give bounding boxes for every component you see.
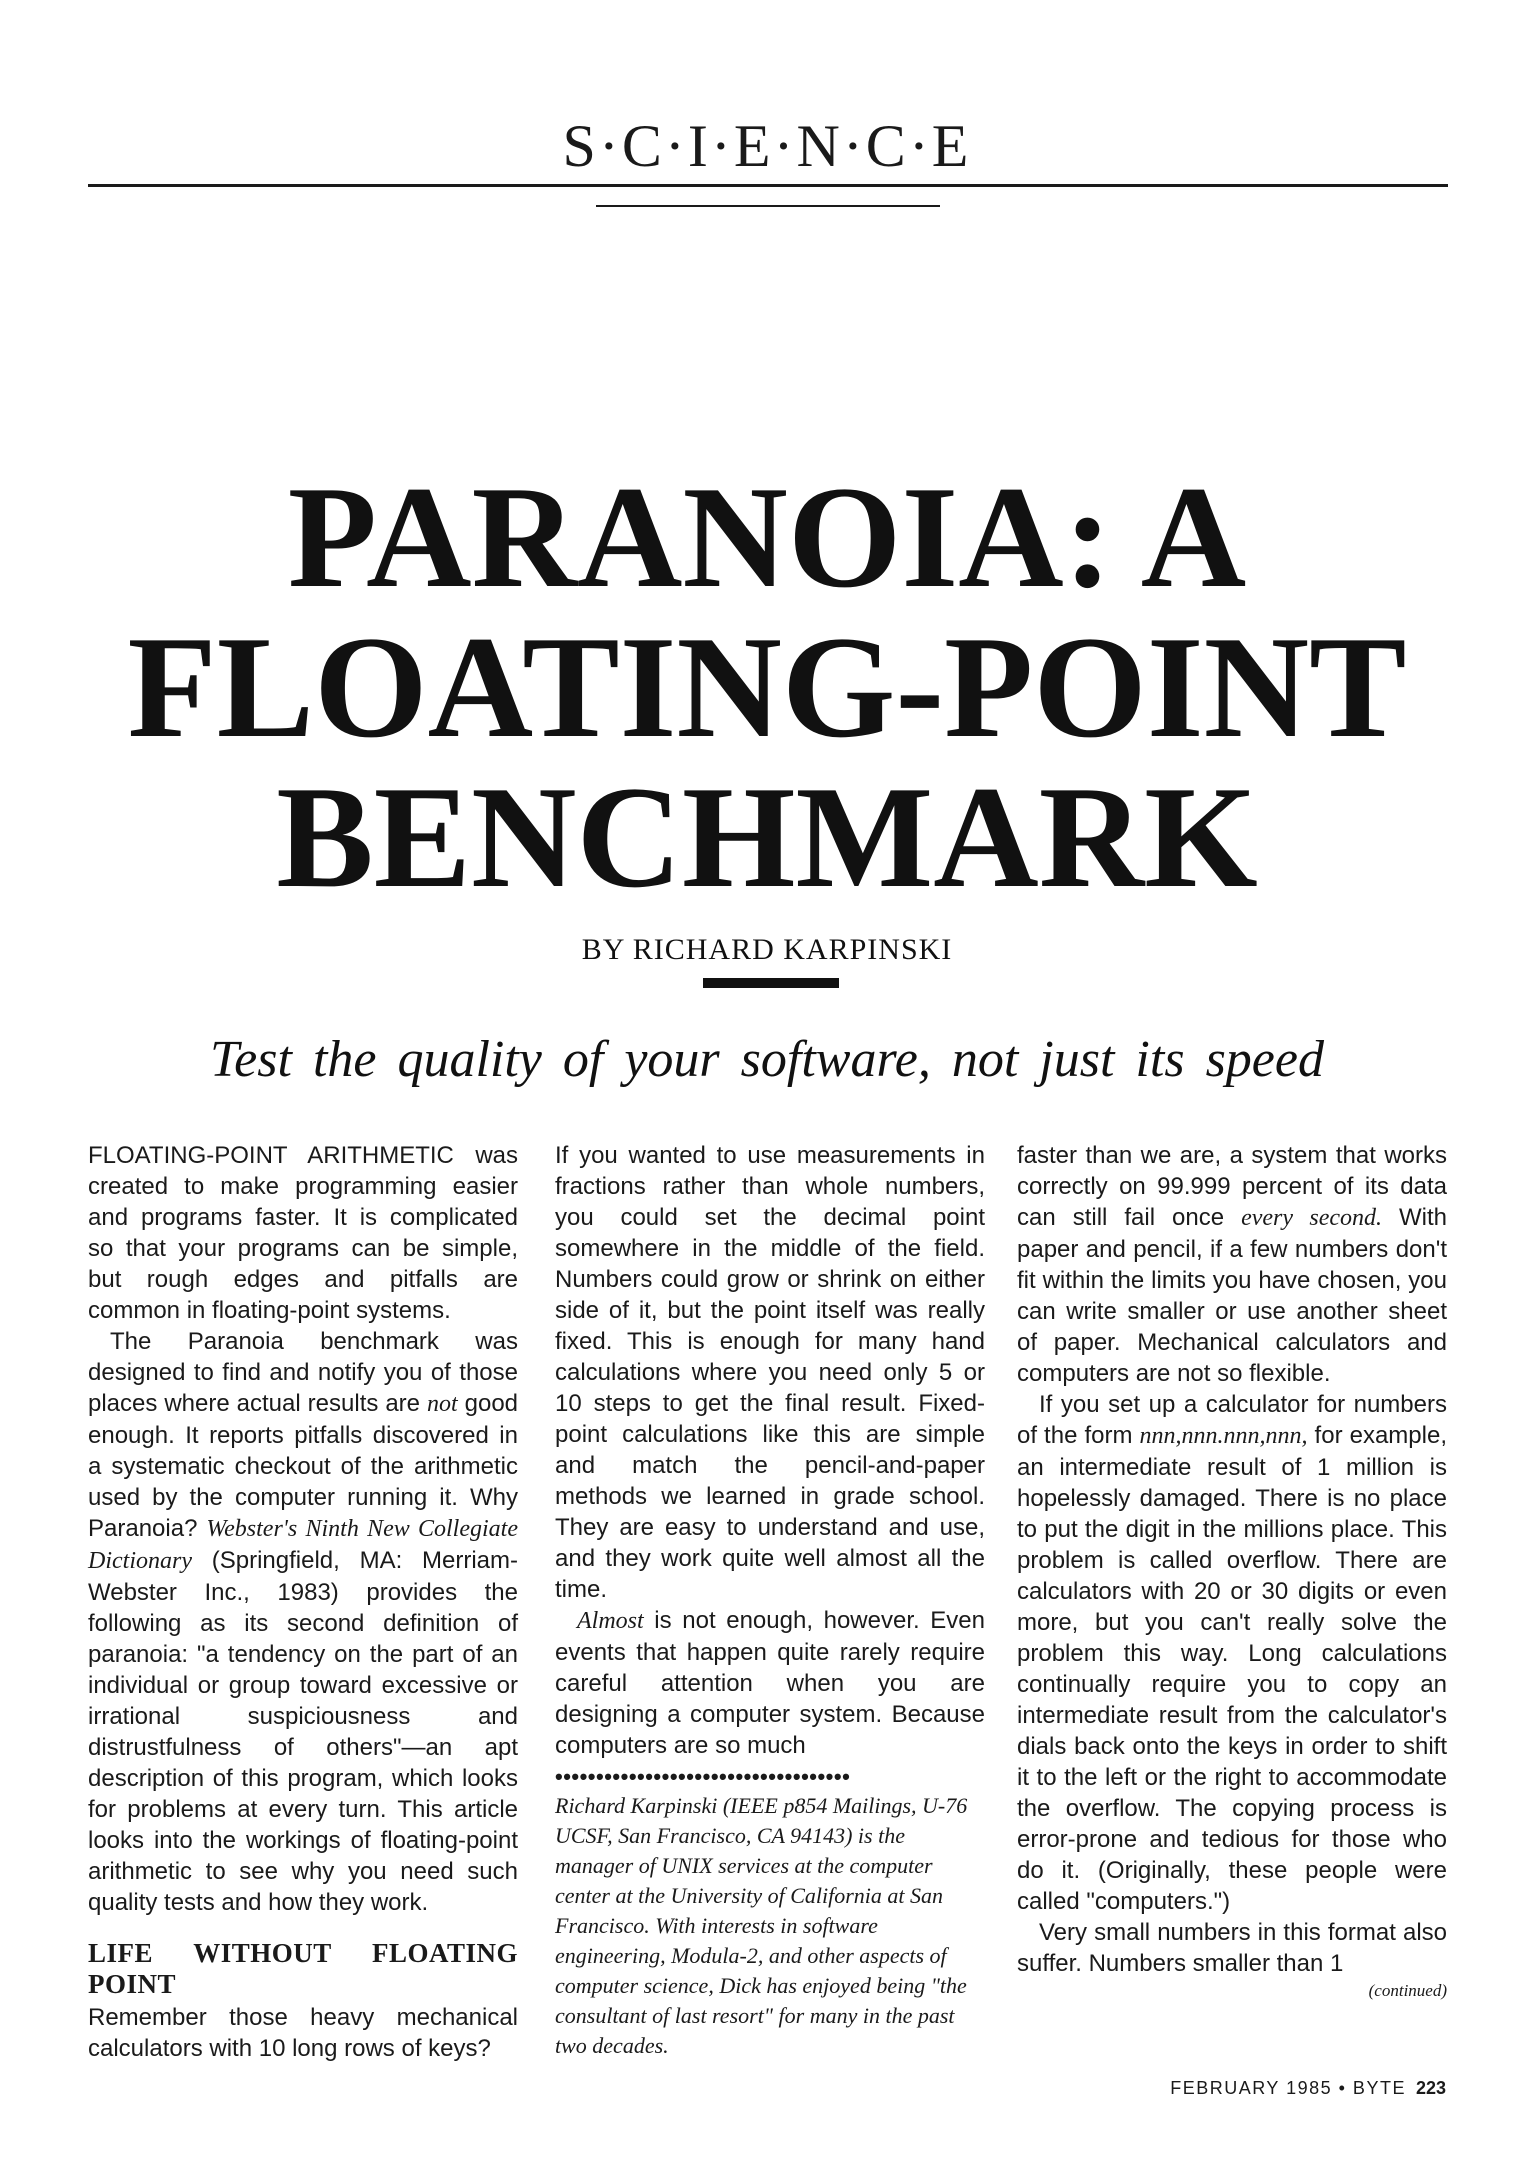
text-run: faster than we are, a system that works correctly on 99.999 percent of its data can still fail once bbox=[1017, 1142, 1447, 1231]
title-line-1: PARANOIA: A bbox=[287, 456, 1247, 618]
paragraph: Very small numbers in this format also suffer. Numbers smaller than 1 bbox=[1017, 1919, 1447, 1977]
paragraph bbox=[1017, 1140, 1447, 1389]
paragraph: Remember those heavy mechanical calculators with 10 long rows of keys? bbox=[88, 2004, 518, 2062]
text-run: for example, an intermediate result of 1 million is hopelessly damaged. There is no place to put the digit in the millions place. This problem is called overflow. There are calculators with 20 or 30 digits or even more, but you can't really solve the problem this way. Long calculations continually require you to copy an intermediate result from the calculator's dials back onto the keys in order to shift it to the left or the right to accommodate the overflow. The copying process is error-prone and tedious for those who do it. (Originally, these people were called "computers.") bbox=[1017, 1422, 1447, 1915]
paragraph: If you wanted to use measurements in fractions rather than whole numbers, you could set the decimal point somewhere in the middle of the field. Numbers could grow or shrink on either side of it, but the point itself was really fixed. This is enough for many hand calculations where you need only 5 or 10 steps to get the final result. Fixed-point calculations like this are simple and match the pencil-and-paper methods we learned in grade school. They are easy to understand and use, and they work quite well almost all the time. bbox=[555, 1142, 985, 1603]
title-line-3: BENCHMARK bbox=[276, 756, 1258, 918]
text-run: good enough. It reports pitfalls discovered in a systematic checkout of the arithmetic used by the computer running it. Why Paranoia? bbox=[88, 1390, 519, 1542]
emphasis-text: not bbox=[426, 1391, 458, 1417]
column-1 bbox=[88, 1140, 518, 2064]
article-title bbox=[0, 456, 1534, 918]
continued-label: (continued) bbox=[1368, 1981, 1447, 2000]
column-3 bbox=[1017, 1140, 1447, 2003]
paragraph bbox=[1017, 1389, 1447, 1917]
section-heading: S·C·I·E·N·C·E bbox=[562, 113, 972, 179]
issue-label: FEBRUARY 1985 • BYTE bbox=[1170, 2078, 1406, 2098]
page-number: 223 bbox=[1415, 2078, 1446, 2098]
top-rule bbox=[88, 184, 1448, 187]
page-footer bbox=[1170, 2078, 1446, 2099]
book-title: Webster's Ninth New Collegiate Dictionary bbox=[88, 1516, 518, 1574]
deck-subtitle: Test the quality of your software, not just its speed bbox=[210, 1031, 1324, 1088]
text-run: If you set up a calculator for numbers of the form bbox=[1017, 1391, 1447, 1449]
paragraph bbox=[88, 1326, 518, 1918]
emphasis-text: nnn,nnn.nnn,nnn, bbox=[1139, 1423, 1308, 1449]
emphasis-text: every second. bbox=[1241, 1205, 1382, 1231]
paragraph: FLOATING-POINT ARITHMETIC was created to make programming easier and programs faster. It is complicated so that your programs can be simple, but rough edges and pitfalls are common in floating-point systems. bbox=[88, 1142, 518, 1324]
text-run: With paper and pencil, if a few numbers don't fit within the limits you have chosen, you can write smaller or use another sheet of paper. Mechanical calculators and computers are not so flexible. bbox=[1017, 1204, 1447, 1387]
section-underline bbox=[596, 205, 940, 207]
column-2 bbox=[555, 1140, 985, 2061]
byline: BY RICHARD KARPINSKI bbox=[581, 933, 953, 966]
subheading: LIFE WITHOUT FLOATING POINT bbox=[88, 1938, 518, 1999]
byline-bar bbox=[703, 978, 839, 988]
author-bio: Richard Karpinski (IEEE p854 Mailings, U-76 UCSF, San Francisco, CA 94143) is the manager of UNIX services at the computer center at the University of California at San Francisco. With interests in software engineering, Modula-2, and other aspects of computer science, Dick has enjoyed being "the consultant of last resort" for many in the past two decades. bbox=[555, 1793, 968, 2058]
text-run: The Paranoia benchmark was designed to find and notify you of those places where actual results are bbox=[88, 1328, 518, 1417]
paragraph bbox=[555, 1605, 985, 1761]
dotted-divider: •••••••••••••••••••••••••••••••••••• bbox=[555, 1767, 851, 1787]
text-run: is not enough, however. Even events that happen quite rarely require careful attention when you are designing a computer system. Because computers are so much bbox=[555, 1607, 985, 1759]
text-run: (Springfield, MA: Merriam-Webster Inc., 1983) provides the following as its second definition of paranoia: "a tendency on the part of an individual or group toward excessive or irrational suspiciousness and distrustfulness of others"—an apt description of this program, which looks for problems at every turn. This article looks into the workings of floating-point arithmetic to see why you need such quality tests and how they work. bbox=[88, 1547, 518, 1916]
title-line-2: FLOATING-POINT bbox=[127, 606, 1407, 768]
emphasis-text: Almost bbox=[577, 1608, 644, 1634]
